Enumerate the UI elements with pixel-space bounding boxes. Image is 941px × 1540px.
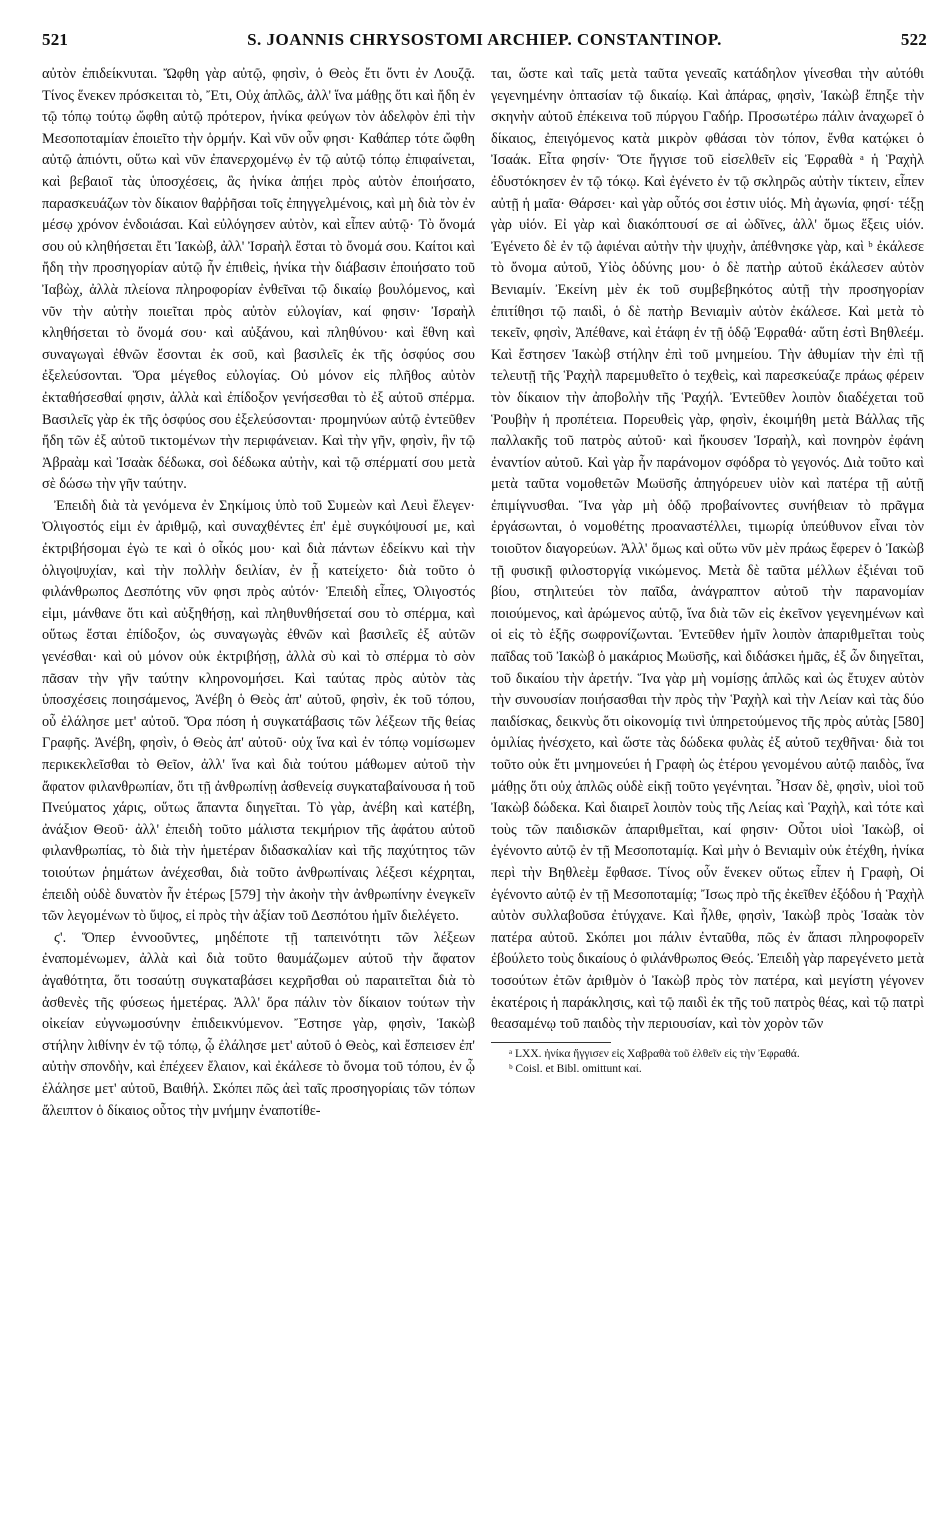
text-columns: [42, 64, 927, 1122]
footnote-b: ᵇ Coisl. et Bibl. omittunt καί.: [509, 1062, 642, 1075]
left-paragraph-2: Ἐπειδὴ διὰ τὰ γενόμενα ἐν Σηκίμοις ὑπὸ τοῦ Συμεὼν καὶ Λευὶ ἔλεγεν· Ὀλιγοστός εἰμι ἐν ἀριθμῷ, καὶ συναχθέντες ἐπ' ἐμὲ συγκόψουσί με, καὶ ἐκτριβήσομαι ἐγὼ τε καὶ ὁ οἶκός μου· καὶ διὰ πάντων ἐδείκνυ καὶ τὴν ὀλιγοψυχίαν, καὶ τὴν πολλὴν δειλίαν, ἐν ᾗ κατείχετο· διὰ τοῦτο ὁ φιλάνθρωπος Δεσπότης νῦν φησι πρὸς αὐτόν· Ἐπειδὴ εἶπες, Ὀλιγοστός εἰμι, μάνθανε ὅτι καὶ αὐξηθήσῃ, καὶ πληθυνθήσεταί σου τὸ σπέρμα, καὶ οὕτως ἔσται ἐπίδοξον, ὡς συναγωγὰς ἐθνῶν καὶ βασιλεῖς ἐξ αὐτῶν γενέσθαι· καὶ οὐ μόνον οὐκ ἐκτριβήσῃ, ἀλλὰ σὺ καὶ τὸ σπέρμα τὸ σὸν πᾶσαν τὴν γῆν ταύτην κληρονομήσει. Καὶ ταύτας πρὸς αὐτὸν τὰς ὑποσχέσεις ποιησάμενος, Ἀνέβη ὁ Θεὸς ἀπ' αὐτοῦ, φησὶν, ἐκ τοῦ τόπου, οὗ ἐλάλησε μετ' αὐτοῦ. Ὅρα πόση ἡ συγκατάβασις τῶν λέξεων τῆς θείας Γραφῆς. Ἀνέβη, φησὶν, ὁ Θεὸς ἀπ' αὐτοῦ· οὐχ ἵνα καὶ ἐν τόπῳ νομίσωμεν περικεκλεῖσθαι τὸ Θεῖον, ἀλλ' ἵνα καὶ διὰ τούτου μάθωμεν αὐτοῦ τὴν ἄφατον φιλανθρωπίαν, ὅτι τῇ ἀνθρωπίνῃ ἀσθενείᾳ συγκαταβαίνουσα ἡ τοῦ Πνεύματος χάρις, οὕτως ἅπαντα διηγεῖται. Τὸ γὰρ, ἀνέβη καὶ κατέβη, ἀνάξιον Θεοῦ· ἀλλ' ἐπειδὴ τοῦτο μάλιστα τεκμήριον τῆς ἀφάτου αὐτοῦ φιλανθρωπίας, τὸ διὰ τὴν ἡμετέραν διδασκαλίαν καὶ τῆς παχύτητος τῶν τοιούτων ῥημάτων ἀνέχεσθαι, διὰ τοῦτο ἀνθρωπίναις λέξεσι κέχρηται, ἐπειδὴ οὐδὲ δυνατὸν ἦν ἑτέρως [579] τὴν ἀκοὴν τὴν ἀνθρωπίνην ἐνεγκεῖν τῶν λεγομένων τὸ ὕψος, εἰ πρὸς τὴν ἀξίαν τοῦ Δεσπότου ἡμῖν διελέγετο.: [42, 497, 475, 925]
right-column: [491, 64, 924, 1122]
running-header: [42, 30, 927, 56]
left-column: [42, 64, 475, 1122]
left-paragraph-1: αὐτὸν ἐπιδείκνυται. Ὤφθη γὰρ αὐτῷ, φησὶν, ὁ Θεὸς ἔτι ὄντι ἐν Λουζᾷ. Τίνος ἕνεκεν πρόσκειται τὸ, Ἔτι, Οὐχ ἁπλῶς, ἀλλ' ἵνα μάθῃς ὅτι καὶ ἤδη ἐν τῷ τόπῳ τούτῳ ὤφθη αὐτῷ πρότερον, ἡνίκα φεύγων τὸν ἀδελφὸν ἐπὶ τὴν Μεσοποταμίαν ἐποιεῖτο τὴν ὁρμήν. Καὶ νῦν οὖν φησι· Καθάπερ τότε ὤφθη αὐτῷ ἀπιόντι, οὕτω καὶ νῦν ἐπανερχομένῳ ἐν τῷ αὐτῷ τόπῳ ἐπιφαίνεται, καὶ βεβαιοῖ τὰς ὑποσχέσεις, ἃς ἡνίκα ἀπῄει πρὸς αὐτὸν ἐποιήσατο, παρασκευάζων τὸν δίκαιον θαῤῥῆσαι τοῖς ἐπηγγελμένοις, καὶ μὴ διὰ τὸν ἐν μέσῳ χρόνον ἐνδοιάσαι. Καὶ εὐλόγησεν αὐτὸν, καὶ εἶπεν αὐτῷ· Τὸ ὄνομά σου οὐ κληθήσεται ἔτι Ἰακὼβ, ἀλλ' Ἰσραὴλ ἔσται τὸ ὄνομά σου. Καίτοι καὶ ἤδη τὴν προσηγορίαν αὐτῷ ἦν ἐπιθεὶς, ἡνίκα τὴν διάβασιν ἐποιήσατο τοῦ Ἰαβὼχ, ἀλλὰ πλείονα πληροφορίαν ἐνθεῖναι τῷ δικαίῳ βουλόμενος, καὶ νῦν τὴν αὐτὴν ποιεῖται πρὸς αὐτὸν εὐλογίαν, καί φησιν· Ἰσραὴλ κληθήσεται τὸ ὄνομά σου· καὶ αὐξάνου, καὶ πληθύνου· καὶ ἔθνη καὶ συναγωγαὶ ἐθνῶν ἔσονται ἐκ σοῦ, καὶ βασιλεῖς ἐκ τῆς ὀσφύος σου ἐξελεύσονται. Ὅρα μέγεθος εὐλογίας. Οὐ μόνον εἰς πλῆθος αὐτὸν ἐκταθήσεσθαί φησιν, ἀλλὰ καὶ ἐπίδοξον γενήσεσθαι τὸ ἐξ αὐτοῦ σπέρμα. Βασιλεῖς γὰρ ἐκ τῆς ὀσφύος σου ἐξελεύσονται· προμηνύων αὐτῷ ἐντεῦθεν ἤδη τῶν ἐξ αὐτοῦ τικτομένων τὴν περιφάνειαν. Καὶ τὴν γῆν, φησὶν, ἣν τῷ Ἀβραὰμ καὶ Ἰσαὰκ δέδωκα, σοὶ δέδωκα αὐτὴν, καὶ τῷ σπέρματί σου μετὰ σὲ δώσω τὴν γῆν ταύτην.: [42, 66, 475, 493]
left-page-number: 521: [42, 30, 69, 49]
running-title: S. JOANNIS CHRYSOSTOMI ARCHIEP. CONSTANTINOP.: [247, 30, 722, 49]
footnote-rule: [491, 1042, 611, 1043]
left-paragraph-3: ϛ'. Ὅπερ ἐννοοῦντες, μηδέποτε τῇ ταπεινότητι τῶν λέξεων ἐναπομένωμεν, ἀλλὰ καὶ διὰ τοῦτο θαυμάζωμεν αὐτοῦ τὴν ἄφατον ἀγαθότητα, ὅτι τοσαύτῃ συγκαταβάσει κεχρῆσθαι οὐ παραιτεῖται διὰ τὸ ἀσθενὲς τῆς φύσεως ἡμετέρας. Ἀλλ' ὅρα πάλιν τὸν δίκαιον τούτων τὴν οἰκείαν εὐγνωμοσύνην ἐπιδεικνύμενον. Ἔστησε γὰρ, φησὶν, Ἰακὼβ στήλην λιθίνην ἐν τῷ τόπῳ, ᾧ ἐλάλησε μετ' αὐτοῦ ὁ Θεὸς, καὶ ἔσπεισεν ἐπ' αὐτὴν σπονδὴν, καὶ ἐπέχεεν ἔλαιον, καὶ ἐκάλεσε τὸ ὄνομα τοῦ τόπου, ἐν ᾧ ἐλάλησε μετ' αὐτοῦ, Βαιθήλ. Σκόπει πῶς ἀεὶ ταῖς προσηγορίαις τῶν τόπων ἄλειπτον ὁ δίκαιος οὗτος τὴν μνήμην ἐναποτίθε-: [42, 929, 475, 1119]
right-paragraph-1: ται, ὥστε καὶ ταῖς μετὰ ταῦτα γενεαῖς κατάδηλον γίνεσθαι τὴν αὐτόθι γεγενημένην ὀπτασίαν τῷ δικαίῳ. Καὶ ἀπάρας, φησὶν, Ἰακὼβ ἔπηξε τὴν σκηνὴν αὐτοῦ ἐπέκεινα τοῦ πύργου Γαδήρ. Προσωτέρω πάλιν ἀναχωρεῖ ὁ δίκαιος, ἐπειγόμενος κατὰ μικρὸν φθάσαι τὸν τόπον, ἔνθα κατῴκει ὁ Ἰσαάκ. Εἶτα φησίν· Ὅτε ἤγγισε τοῦ εἰσελθεῖν εἰς Ἐφραθὰ ᵃ ἡ Ῥαχὴλ ἐδυστόκησεν ἐν τῷ τόκῳ. Καὶ ἐγένετο ἐν τῷ σκληρῶς αὐτὴν τίκτειν, εἶπεν αὐτῇ ἡ μαῖα· Θάρσει· καὶ γὰρ οὗτός σοι ἐστιν υἱός. Μὴ ἀγωνία, φησί· τέξῃ γὰρ υἱόν. Εἰ γὰρ καὶ διακόπτουσί σε αἱ ὠδῖνες, ἀλλ' ὅμως ἕξεις υἱόν. Ἐγένετο δὲ ἐν τῷ ἀφιέναι αὐτὴν τὴν ψυχὴν, ἀπέθνησκε γὰρ, καὶ ᵇ ἐκάλεσε τὸ ὄνομα αὐτοῦ, Υἱὸς ὀδύνης μου· ὁ δὲ πατὴρ αὐτοῦ ἐκάλεσεν αὐτὸν Βενιαμίν. Ἐκείνη μὲν ἐκ τοῦ συμβεβηκότος αὐτῇ τὴν προσηγορίαν ἐπιτίθησι τῷ παιδὶ, ὁ δὲ πατὴρ Βενιαμὶν αὐτὸν ἐκάλεσε. Καὶ μετὰ τὸ τεκεῖν, φησὶν, Ἀπέθανε, καὶ ἐτάφη ἐν τῇ ὁδῷ Ἐφραθά· αὕτη ἐστὶ Βηθλεέμ. Καὶ ἔστησεν Ἰακὼβ στήλην ἐπὶ τοῦ μνημείου. Τὴν ἀθυμίαν τὴν ἐπὶ τῇ τελευτῇ τῆς Ῥαχὴλ παρεμυθεῖτο ὁ τεχθεὶς, καὶ παρεσκεύαζε πράως φέρειν τὸν δίκαιον τὴν ἀποβολὴν τῆς Ῥαχήλ. Ἐντεῦθεν λοιπὸν διαδέχεται τοῦ Ῥουβὴν ἡ προπέτεια. Πορευθεὶς γὰρ, φησὶν, ἐκοιμήθη μετὰ Βάλλας τῆς παλλακῆς τοῦ πατρὸς αὐτοῦ· καὶ ἤκουσεν Ἰσραὴλ, καὶ πονηρὸν ἐφάνη ἐναντίον αὐτοῦ. Καὶ γὰρ ἦν παράνομον σφόδρα τὸ γεγονός. Διὰ τοῦτο καὶ μετὰ ταῦτα νομοθετῶν Μωϋσῆς ἀπηγόρευεν υἱὸν καὶ πατέρα τῇ αὐτῇ ἐπιμίγνυσθαι. Ἵνα γὰρ μὴ ὁδῷ προβαίνοντες συνήθειαν τὸ πρᾶγμα ἐργάσωνται, ὁ νομοθέτης προαναστέλλει, τιμωρίᾳ ὑπεύθυνον εἶναι τὸν τοιοῦτον διαγορεύων. Ἀλλ' ὅμως καὶ οὕτω νῦν μὲν πράως ἔφερεν ὁ Ἰακὼβ τῇ φυσικῇ φιλοστοργίᾳ νικώμενος. Μετὰ δὲ ταῦτα μέλλων ἐξιέναι τοῦ βίου, στηλιτεύει τὸν παῖδα, ἀνάγραπτον αὐτοῦ τὴν παρανομίαν ποιούμενος, καὶ ἀρώμενος αὐτῷ, ἵνα διὰ τῶν εἰς ἐκεῖνον γεγενημένων καὶ οἱ εἰς τὸ ἑξῆς σωφρονίζωνται. Ἐντεῦθεν ἡμῖν λοιπὸν ἀπαριθμεῖται τοὺς παῖδας τοῦ Ἰακὼβ ὁ μακάριος Μωϋσῆς, καὶ διδάσκει ἡμᾶς, ἐξ ὧν διηγεῖται, τοῦ δικαίου τὴν ἀρετήν. Ἵνα γὰρ μὴ νομίσῃς ἁπλῶς καὶ ὡς ἔτυχεν αὐτὸν τὴν συνουσίαν ποιήσασθαι τὴν πρὸς τὴν Ῥαχὴλ καὶ τὴν Λείαν καὶ τὰς δύο παιδίσκας, δεικνὺς ὅτι οἰκονομίᾳ τινὶ ὑπηρετούμενος τῆς πρὸς αὐτὰς [580] ὁμιλίας ἠνέσχετο, καὶ ὥστε τὰς δώδεκα φυλὰς ἐξ αὐτοῦ τεχθῆναι· διὰ τοι τοῦτο οὐκ ἔτι μνημονεύει ἡ Γραφὴ ὡς ἑτέρου γενομένου αὐτῷ παιδὸς, ἵνα μάθῃς ὅτι οὐχ ἁπλῶς οὐδὲ εἰκῇ τοῦτο γεγένηται. Ἦσαν δὲ, φησὶν, υἱοὶ τοῦ Ἰακὼβ δώδεκα. Καὶ διαιρεῖ λοιπὸν τοὺς τῆς Λείας καὶ Ῥαχὴλ, καὶ τότε καὶ τοὺς τῶν παιδισκῶν ἀπαριθμεῖται, καί φησιν· Οὗτοι υἱοὶ Ἰακὼβ, οἱ ἐγένοντο αὐτῷ ἐν τῇ Μεσοποταμίᾳ. Καὶ μὴν ὁ Βενιαμὶν οὐκ ἐτέχθη, ἡνίκα περὶ τὴν Βηθλεὲμ ἔφθασε. Τίνος οὖν ἕνεκεν οὕτως εἶπεν ἡ Γραφὴ, Οἱ ἐγένοντο αὐτῷ ἐν τῇ Μεσοποταμίᾳ; Ἴσως πρὸ τῆς ἐκεῖθεν ἐξόδου ἡ Ῥαχὴλ αὐτὸν συλλαβοῦσα ἐτύγχανε. Καὶ ἦλθε, φησὶν, Ἰακὼβ πρὸς Ἰσαὰκ τὸν πατέρα αὐτοῦ. Σκόπει μοι πάλιν ἐνταῦθα, πῶς ἐν ἅπασι πληροφορεῖν ἐβούλετο τοὺς δικαίους ὁ φιλάνθρωπος Θεός. Ἐπειδὴ γὰρ παρεγένετο μετὰ τοσούτων ἐτῶν ἀριθμὸν ὁ Ἰακὼβ πρὸς τὸν πατέρα, καὶ μεγίστη γέγονεν ἑκατέροις ἡ παράκλησις, καὶ τῷ παιδὶ ἐκ τῆς τοῦ πατρὸς θέας, καὶ τῷ πατρὶ θεασαμένῳ τοῦ παιδὸς τὴν περιουσίαν, καὶ τὸν χορὸν τῶν: [491, 66, 924, 1033]
footnote-a: ᵃ LXX. ἡνίκα ἤγγισεν εἰς Χαβραθὰ τοῦ ἐλθεῖν εἰς τὴν Ἐφραθά.: [509, 1047, 800, 1060]
right-page-number: 522: [900, 30, 927, 49]
footnotes: [491, 1047, 924, 1077]
